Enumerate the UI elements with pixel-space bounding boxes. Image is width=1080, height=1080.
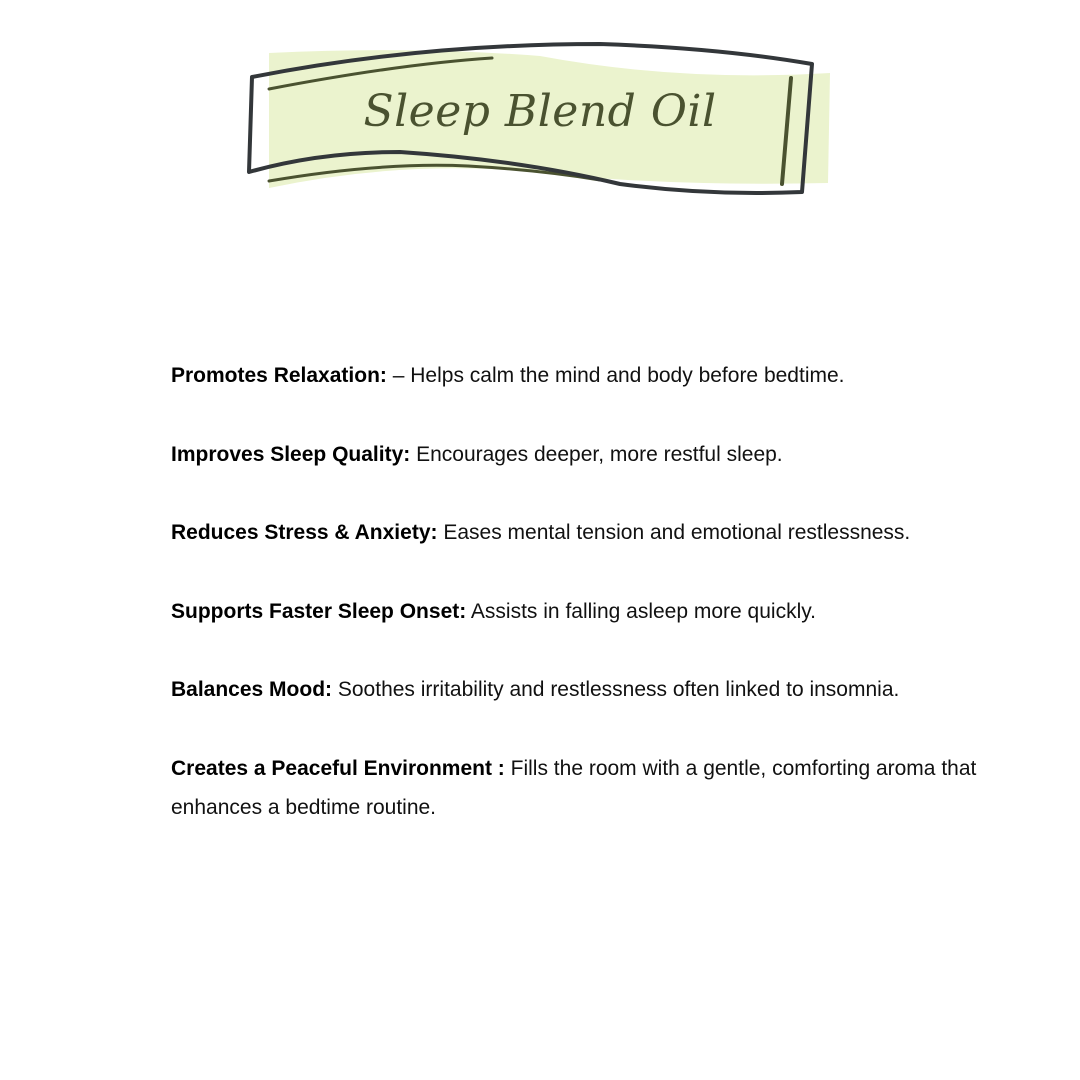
benefit-title: Reduces Stress & Anxiety: xyxy=(171,521,438,544)
benefits-list xyxy=(171,356,991,866)
list-item xyxy=(171,356,991,395)
benefit-text: Assists in falling asleep more quickly. xyxy=(470,599,817,623)
benefit-title: Supports Faster Sleep Onset: xyxy=(171,599,467,623)
benefit-title: Promotes Relaxation: xyxy=(171,364,387,387)
benefit-text: Encourages deeper, more restful sleep. xyxy=(416,442,783,466)
page-title: Sleep Blend Oil xyxy=(363,86,717,137)
benefit-title: Balances Mood: xyxy=(171,678,333,701)
benefit-text: Eases mental tension and emotional restlessness. xyxy=(443,521,911,544)
list-item xyxy=(171,592,991,631)
benefit-text: Soothes irritability and restlessness often linked to insomnia. xyxy=(337,678,900,701)
benefit-title: Improves Sleep Quality: xyxy=(171,442,411,466)
list-item xyxy=(171,749,991,827)
benefit-title: Creates a Peaceful Environment : xyxy=(171,756,505,780)
list-item xyxy=(171,670,991,709)
list-item xyxy=(171,435,991,474)
benefit-text: – Helps calm the mind and body before bedtime. xyxy=(392,364,845,387)
title-banner xyxy=(240,36,840,206)
benefit-text: Fills the room with a gentle, comforting aroma that enhances a bedtime routine. xyxy=(171,756,977,819)
list-item xyxy=(171,513,991,552)
